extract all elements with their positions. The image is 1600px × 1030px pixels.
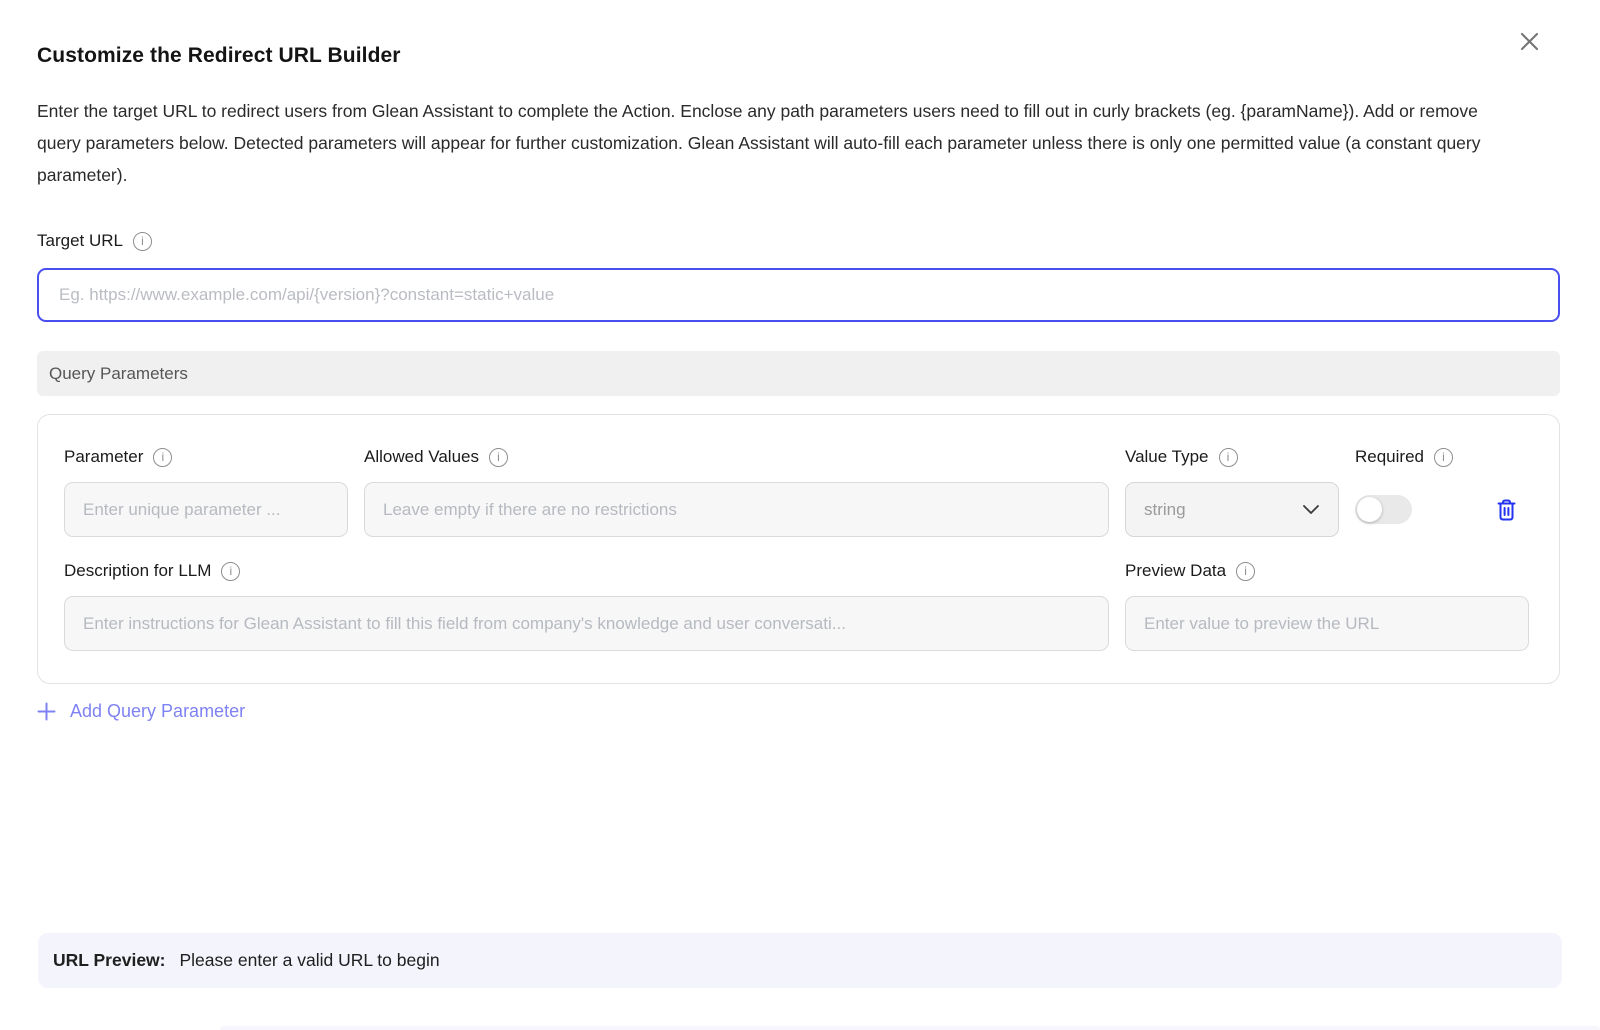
toggle-knob [1357, 497, 1382, 522]
cutoff-footer-edge [220, 1026, 1600, 1030]
value-type-label-row [1125, 445, 1339, 469]
page-title: Customize the Redirect URL Builder [37, 44, 401, 67]
query-parameters-section-header [37, 351, 1560, 396]
info-icon[interactable]: i [221, 562, 240, 581]
url-preview-bar [38, 933, 1562, 988]
preview-data-label: Preview Data [1125, 561, 1227, 580]
required-label-row [1355, 445, 1467, 469]
value-type-select[interactable] [1125, 482, 1339, 537]
info-icon[interactable]: i [489, 448, 508, 467]
description-llm-input[interactable] [64, 596, 1109, 651]
parameter-label-row [64, 445, 348, 469]
target-url-label-row [37, 231, 1560, 251]
info-icon[interactable]: i [153, 448, 172, 467]
url-preview-value: Please enter a valid URL to begin [179, 950, 440, 970]
close-x-glyph [1519, 31, 1540, 52]
query-parameter-card [37, 414, 1560, 684]
param-card-control-row-2 [64, 596, 1529, 651]
plus-icon [37, 702, 56, 721]
trash-glyph [1495, 498, 1518, 522]
value-type-selected-option: string [1144, 499, 1186, 519]
add-query-parameter-label: Add Query Parameter [70, 701, 246, 721]
add-query-parameter-button[interactable] [37, 701, 245, 722]
parameter-name-input[interactable] [64, 482, 348, 537]
required-label: Required [1355, 447, 1424, 466]
description-llm-label: Description for LLM [64, 561, 212, 580]
value-type-label: Value Type [1125, 447, 1209, 466]
allowed-values-input[interactable] [364, 482, 1109, 537]
info-icon[interactable]: i [1434, 448, 1453, 467]
allowed-values-label-row [364, 445, 1109, 469]
trash-icon[interactable] [1491, 495, 1521, 525]
preview-data-label-row [1125, 559, 1529, 583]
chevron-down-icon [1302, 504, 1320, 515]
target-url-input[interactable] [37, 268, 1560, 322]
query-parameters-section-label: Query Parameters [49, 363, 188, 383]
dialog-description: Enter the target URL to redirect users from Glean Assistant to complete the Action. Enclose any path parameters users need to fill out in curly brackets (eg. {paramName}). Add or remove query parameters below. Detected parameters will appear for further customization. Glean Assistant will auto-fill each parameter unless there is only one permitted value (a constant query parameter). [37, 101, 1481, 185]
info-icon[interactable]: i [133, 232, 152, 251]
required-toggle[interactable] [1355, 495, 1412, 524]
close-icon[interactable] [1516, 28, 1542, 54]
delete-parameter-cell [1483, 482, 1529, 537]
info-icon[interactable]: i [1236, 562, 1255, 581]
target-url-label: Target URL [37, 231, 123, 250]
param-card-label-row-1 [64, 445, 1529, 469]
allowed-values-label: Allowed Values [364, 447, 479, 466]
required-toggle-cell [1355, 482, 1467, 537]
url-preview-label: URL Preview: [53, 950, 166, 970]
param-card-control-row-1 [64, 482, 1529, 537]
preview-data-input[interactable] [1125, 596, 1529, 651]
param-card-label-row-2 [64, 559, 1529, 583]
info-icon[interactable]: i [1219, 448, 1238, 467]
description-llm-label-row [64, 559, 1109, 583]
parameter-label: Parameter [64, 447, 144, 466]
